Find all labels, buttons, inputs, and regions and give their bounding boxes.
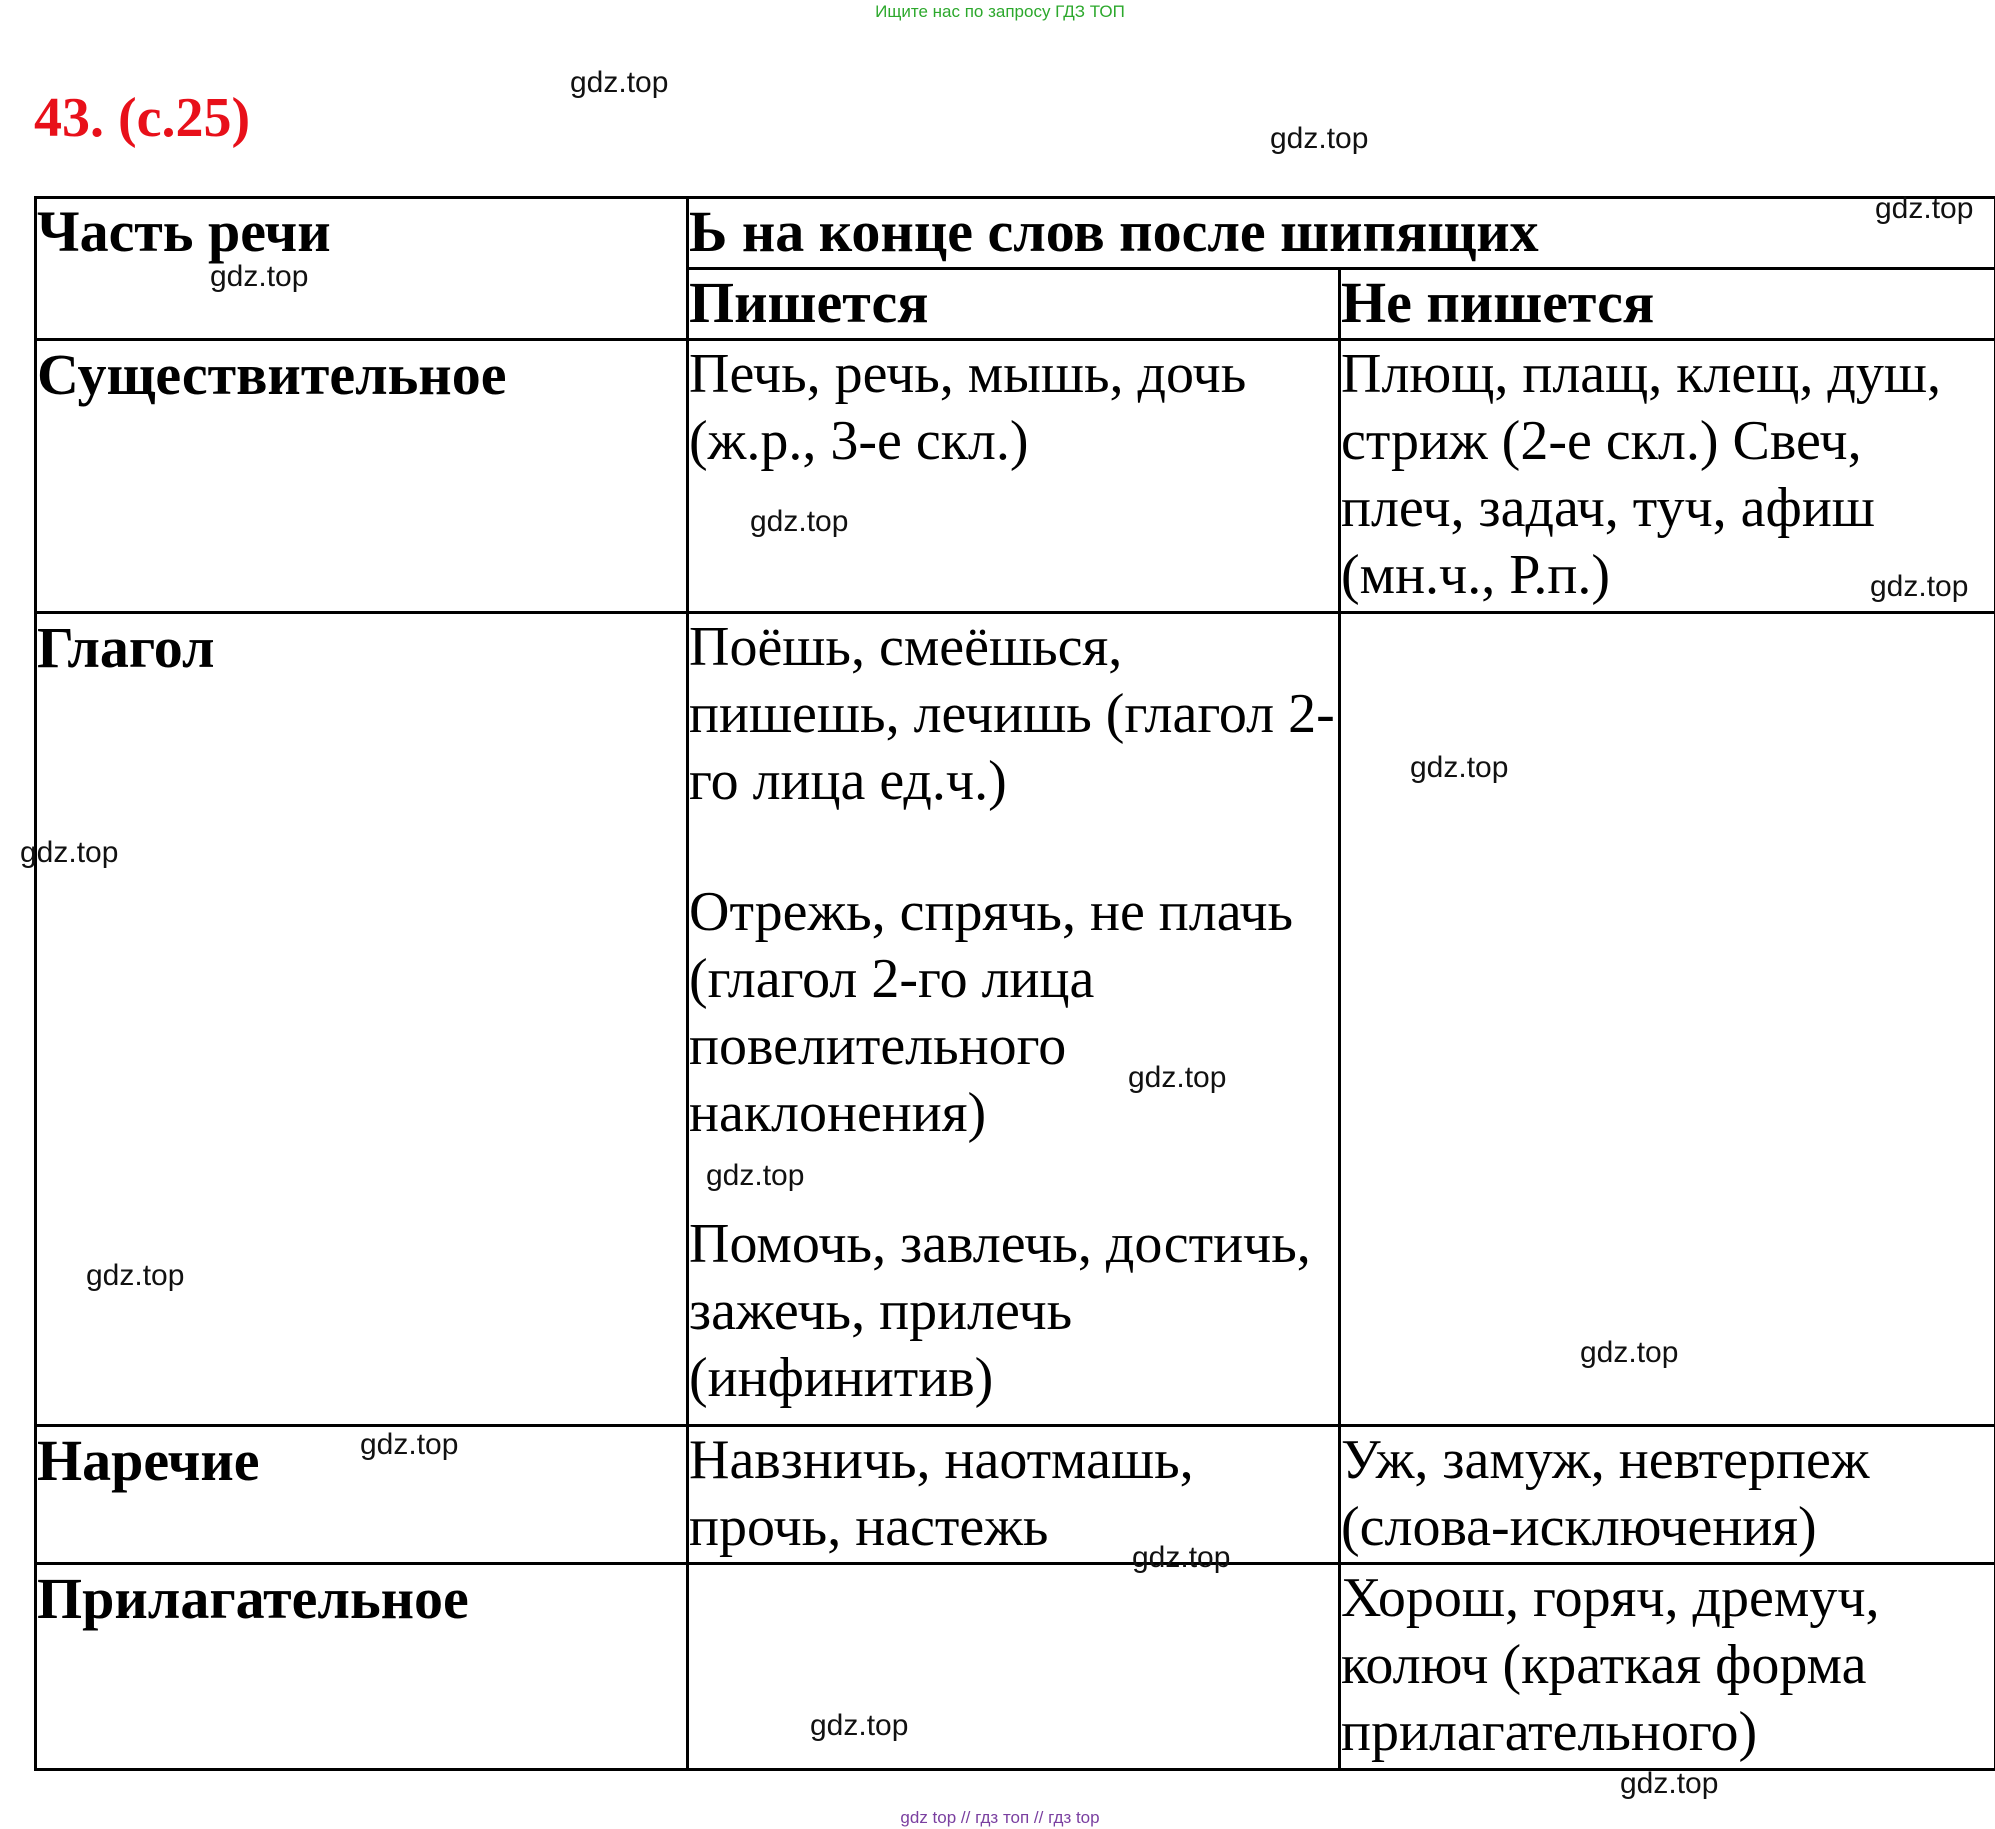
watermark: gdz.top [1410,751,1509,784]
written-cell [688,613,1340,1426]
part-of-speech-cell: Существительное [36,340,688,613]
watermark: gdz.top [360,1428,459,1461]
part-of-speech-cell: Прилагательное [36,1564,688,1770]
not-written-example: Хорош, горяч, дремуч, колюч (краткая форма прилагательного) [1341,1567,1880,1763]
watermark: gdz.top [1580,1336,1679,1369]
watermark: gdz.top [1132,1541,1231,1574]
part-of-speech-cell: Наречие [36,1426,688,1564]
watermark: gdz.top [1875,192,1974,225]
watermark: gdz.top [1620,1767,1719,1800]
footer: gdz top // гдз топ // гдз top [900,1808,1100,1827]
written-cell [688,340,1340,613]
part-of-speech-cell: Глагол [36,613,688,1426]
header-not-written: Не пишется [1340,269,1995,340]
table-row [36,613,1995,1426]
watermark: gdz.top [810,1709,909,1742]
not-written-cell [1340,1564,1995,1770]
watermark: gdz.top [1270,122,1369,155]
written-cell [688,1426,1340,1564]
not-written-cell [1340,1426,1995,1564]
watermark: gdz.top [1128,1061,1227,1094]
watermark: gdz.top [86,1259,185,1292]
watermark: gdz.top [210,260,309,293]
watermark: gdz.top [706,1159,805,1192]
table-row [36,1426,1995,1564]
watermark: gdz.top [1870,570,1969,603]
written-cell [688,1564,1340,1770]
spelling-rules-table [34,196,1995,1771]
header-written: Пишется [688,269,1340,340]
top-note: Ищите нас по запросу ГДЗ ТОП [875,2,1125,21]
header-soft-sign-rule: Ь на конце слов после шипящих [688,198,1995,269]
table-row [36,340,1995,613]
watermark: gdz.top [570,66,669,99]
not-written-cell [1340,613,1995,1426]
written-example: Поёшь, смеёшься, пишешь, лечишь (глагол 2-го лица ед.ч.) [689,616,1335,812]
written-example: Печь, речь, мышь, дочь (ж.р., 3-е скл.) [689,343,1247,472]
not-written-example: Плющ, плащ, клещ, душ, стриж (2-е скл.) Свеч, плеч, задач, туч, афиш (мн.ч., Р.п.) [1341,343,1941,606]
not-written-example: Уж, замуж, невтерпеж (слова-исключения) [1341,1429,1870,1558]
header-part-of-speech: Часть речи [36,198,688,340]
table-row [36,1564,1995,1770]
written-example: Отрежь, спрячь, не плачь (глагол 2-го лица повелительного наклонения) [689,881,1294,1144]
written-example: Навзничь, наотмашь, прочь, настежь [689,1429,1194,1558]
watermark: gdz.top [20,836,119,869]
exercise-title: 43. (с.25) [34,87,251,149]
written-example: Помочь, завлечь, достичь, зажечь, прилечь (инфинитив) [689,1213,1311,1409]
watermark: gdz.top [750,505,849,538]
